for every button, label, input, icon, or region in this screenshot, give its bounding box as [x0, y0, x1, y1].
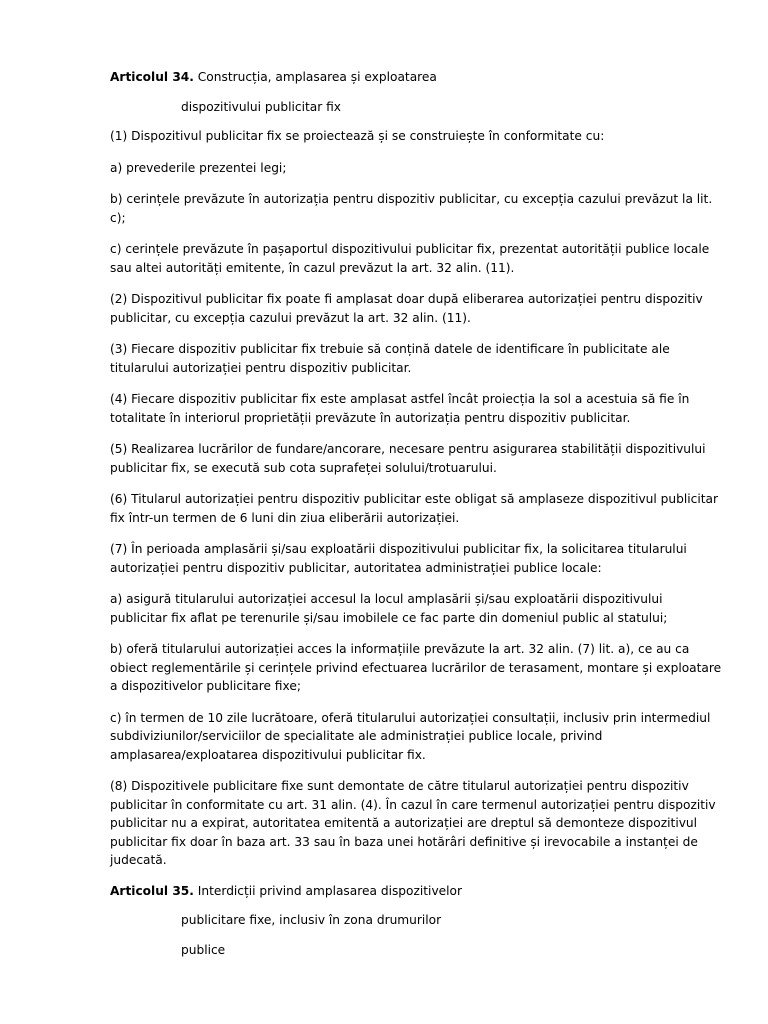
article-34-title-line2: dispozitivului publicitar fix	[181, 99, 341, 114]
article-34-heading	[110, 68, 722, 87]
paragraph-1a: a) prevederile prezentei legi;	[110, 160, 287, 175]
paragraph-5: (5) Realizarea lucrărilor de fundare/ancorare, necesare pentru asigurarea stabilității dispozitivului publicitar fix, se execută sub cota suprafeței solului/trotuarului.	[110, 442, 706, 475]
document-page	[110, 68, 722, 970]
article-35-heading	[110, 882, 722, 901]
paragraph-8: (8) Dispozitivele publicitare fixe sunt demontate de către titularul autorizației pentru dispozitiv publicitar în conformitate cu art. 31 alin. (4). În cazul în care termenul autorizației pentru dispozitiv publicitar nu a expirat, autoritatea emitentă a autorizației are dreptul să demonteze dispozitivul publicitar fix doar în baza art. 33 sau în baza unei hotărâri definitive și irevocabile a instanței de judecată.	[110, 779, 716, 867]
article-34-label: Articolul 34.	[110, 70, 194, 84]
article-35-label: Articolul 35.	[110, 883, 194, 898]
paragraph-1: (1) Dispozitivul publicitar fix se proiectează și se construiește în conformitate cu:	[110, 129, 605, 143]
paragraph-7b: b) oferă titularului autorizației acces la informațiile prevăzute la art. 32 alin. (7) lit. a), ce au ca obiect reglementările și cerințele privind efectuarea lucrărilor de terasament, montare și exploatare a dispozitivelor publicitare fixe;	[110, 642, 722, 693]
paragraph-3: (3) Fiecare dispozitiv publicitar fix trebuie să conțină datele de identificare în publicitate ale titularului autorizației pentru dispozitiv publicitar.	[110, 342, 670, 375]
article-34-title-line1: Construcția, amplasarea și exploatarea	[197, 70, 437, 84]
article-35-title-line2: publicitare fixe, inclusiv în zona drumurilor	[181, 913, 442, 927]
paragraph-7c: c) în termen de 10 zile lucrătoare, oferă titularului autorizației consultații, inclusiv prin intermediul subdiviziunilor/serviciilor de specialitate ale administrației publice locale, privind amplasarea/exploatarea dispozitivului publicitar fix.	[110, 710, 711, 762]
paragraph-1b: b) cerințele prevăzute în autorizația pentru dispozitiv publicitar, cu excepția cazului prevăzut la lit. c);	[110, 192, 713, 225]
paragraph-6: (6) Titularul autorizației pentru dispozitiv publicitar este obligat să amplaseze dispozitivul publicitar fix într-un termen de 6 luni din ziua eliberării autorizației.	[110, 492, 718, 525]
paragraph-2: (2) Dispozitivul publicitar fix poate fi amplasat doar după eliberarea autorizației pentru dispozitiv publicitar, cu excepția cazului prevăzut la art. 32 alin. (11).	[110, 292, 703, 325]
paragraph-7: (7) În perioada amplasării și/sau exploatării dispozitivului publicitar fix, la solicitarea titularului autorizației pentru dispozitiv publicitar, autoritatea administrației publice locale:	[110, 542, 687, 575]
paragraph-7a: a) asigură titularului autorizației accesul la locul amplasării și/sau exploatării dispozitivului publicitar fix aflat pe terenurile și/sau imobilele ce fac parte din domeniul public al statului;	[110, 592, 668, 625]
article-35-title-line3: publice	[181, 942, 226, 957]
paragraph-4: (4) Fiecare dispozitiv publicitar fix este amplasat astfel încât proiecția la sol a acestuia să fie în totalitate în interiorul proprietății prevăzute în autorizația pentru dispozitiv publicitar.	[110, 392, 690, 425]
article-35-title-line1: Interdicții privind amplasarea dispozitivelor	[197, 883, 463, 898]
paragraph-1c: c) cerințele prevăzute în pașaportul dispozitivului publicitar fix, prezentat autorității publice locale sau altei autorități emitente, în cazul prevăzut la art. 32 alin. (11).	[110, 242, 710, 275]
